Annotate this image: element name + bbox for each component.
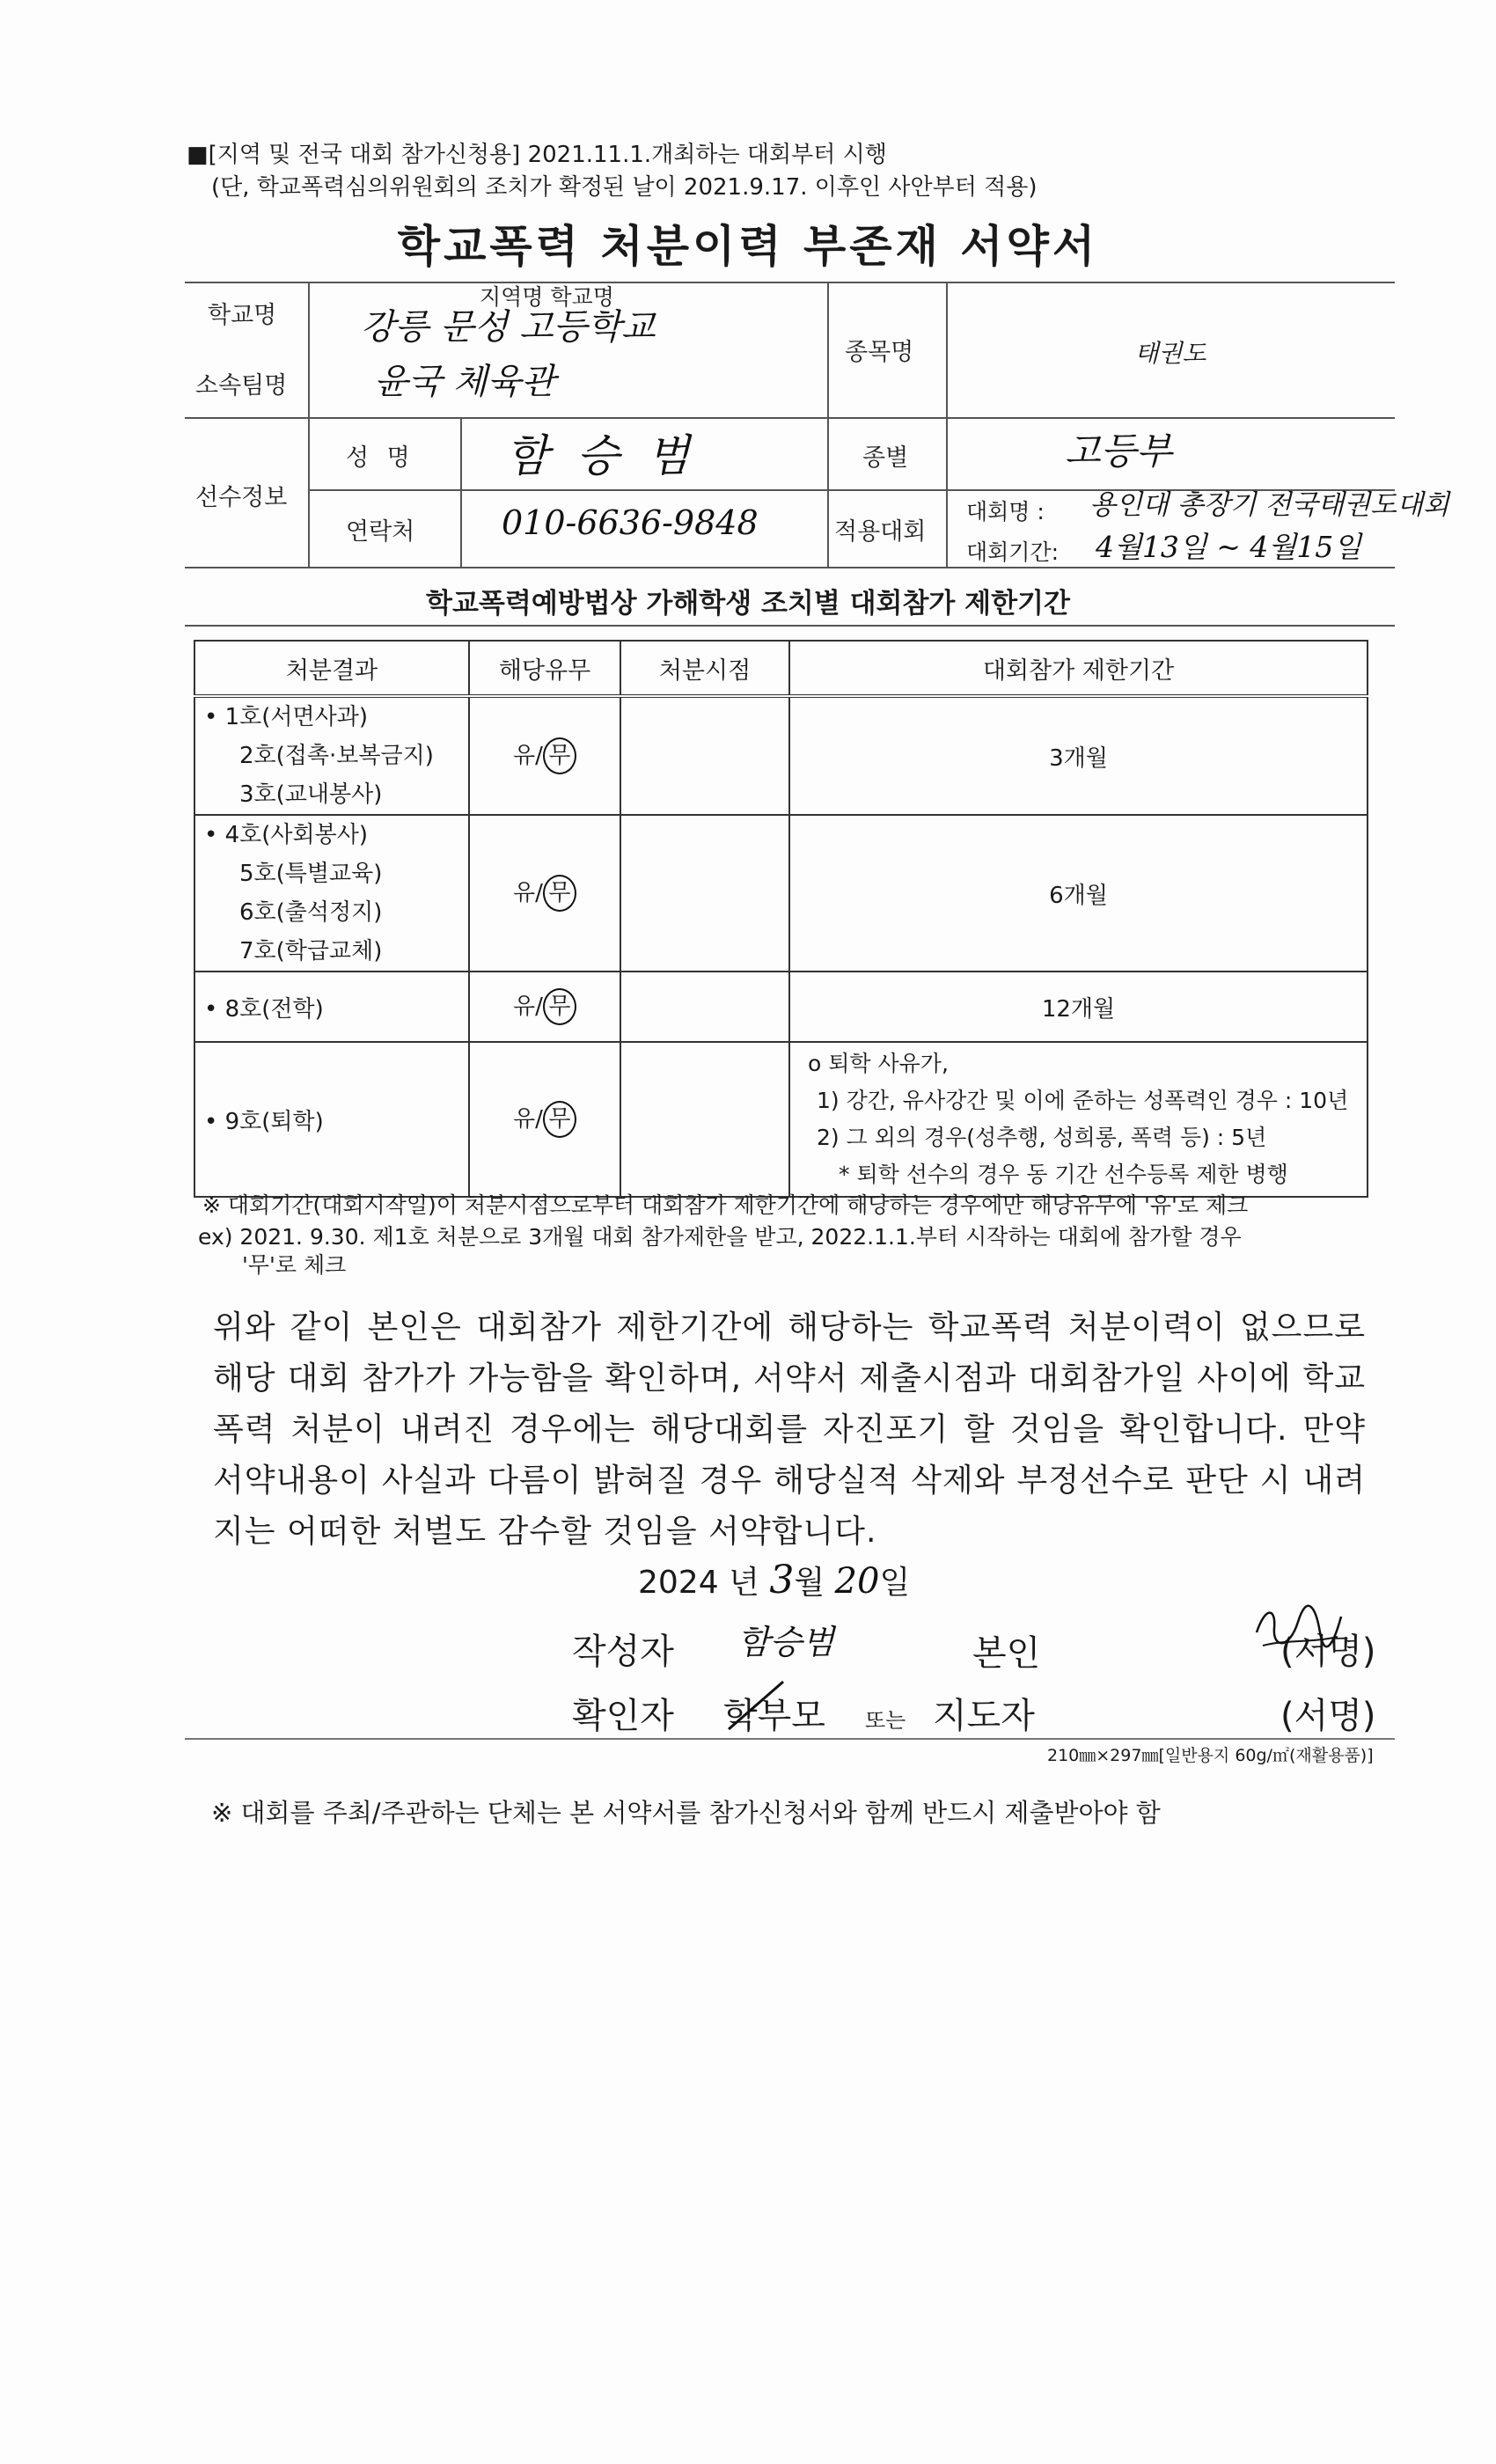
check-no-mark: 무 xyxy=(543,875,576,912)
col-header-date: 처분시점 xyxy=(620,641,789,696)
paper-spec: 210㎜×297㎜[일반용지 60g/㎡(재활용품)] xyxy=(1047,1746,1374,1765)
measure-item: • 1호(서면사과) xyxy=(204,704,369,730)
school-label: 학교명 xyxy=(208,302,277,329)
competition-period-label: 대회기간: xyxy=(966,539,1060,565)
date-month-unit: 월 xyxy=(794,1565,825,1601)
event-value: 태권도 xyxy=(1134,339,1206,368)
date-day-unit: 일 xyxy=(879,1565,911,1601)
table-row xyxy=(194,696,1368,815)
applicable-cell: 유/ 무 xyxy=(469,1042,620,1197)
measure-item: 6호(출석정지) xyxy=(239,899,383,926)
applied-label: 적용대회 xyxy=(834,518,927,546)
period-line: * 퇴학 선수의 경우 동 기간 선수등록 제한 병행 xyxy=(839,1162,1288,1187)
strike-mark xyxy=(722,1676,792,1738)
header-note-2: (단, 학교폭력심의위원회의 조치가 확정된 날이 2021.9.17. 이후인 사안부터 적용) xyxy=(211,174,1038,201)
date-day: 20 xyxy=(834,1561,880,1602)
sign-label-2: (서명) xyxy=(1280,1696,1376,1736)
contact-value: 010-6636-9848 xyxy=(502,503,759,542)
col-header-measure: 처분결과 xyxy=(194,641,469,696)
applicable-cell: 유/ 무 xyxy=(469,696,620,815)
date-month: 3 xyxy=(769,1558,795,1602)
team-value: 윤국 체육관 xyxy=(374,362,555,402)
name-value: 함 승 범 xyxy=(506,430,697,481)
gender-label: 종별 xyxy=(862,444,909,472)
measure-item: • 8호(전학) xyxy=(204,995,324,1023)
period-line: o 퇴학 사유가, xyxy=(808,1051,949,1076)
table-row xyxy=(194,1042,1368,1197)
check-no-mark: 무 xyxy=(543,737,576,774)
date-cell xyxy=(620,696,789,815)
date-year-unit: 년 xyxy=(729,1565,759,1601)
coach-label: 지도자 xyxy=(933,1696,1035,1736)
event-label: 종목명 xyxy=(845,339,914,366)
period-cell xyxy=(789,1042,1368,1197)
period-line: 2) 그 외의 경우(성추행, 성희롱, 폭력 등) : 5년 xyxy=(817,1125,1267,1150)
confirmer-label: 확인자 xyxy=(572,1696,674,1736)
parent-label: 학부모 xyxy=(723,1696,825,1736)
author-label: 작성자 xyxy=(572,1632,674,1672)
pledge-date xyxy=(638,1558,910,1602)
player-info-label: 선수정보 xyxy=(195,484,288,511)
period-line: 1) 강간, 유사강간 및 이에 준하는 성폭력인 경우 : 10년 xyxy=(817,1088,1349,1113)
name-label: 성 명 xyxy=(346,444,415,472)
date-cell xyxy=(620,815,789,972)
competition-period-value: 4월13일 ~ 4월15일 xyxy=(1096,530,1362,564)
period-cell: 3개월 xyxy=(789,696,1368,815)
measure-item: 2호(접촉·보복금지) xyxy=(239,743,434,769)
author-value: 함승범 xyxy=(737,1623,835,1661)
period-cell: 12개월 xyxy=(789,972,1368,1042)
footnote-1: ※ 대회기간(대회시작일)이 처분시점으로부터 대회참가 제한기간에 해당하는 경우에만 해당유무에 '유'로 체크 xyxy=(202,1192,1249,1218)
school-hint: 지역명 학교명 xyxy=(480,284,614,310)
table-row xyxy=(194,972,1368,1042)
signature-mark xyxy=(1250,1597,1346,1663)
document-title: 학교폭력 처분이력 부존재 서약서 xyxy=(397,221,1099,272)
check-no-mark: 무 xyxy=(543,988,576,1025)
restriction-heading: 학교폭력예방법상 가해학생 조치별 대회참가 제한기간 xyxy=(426,588,1070,620)
measure-item: 5호(특별교육) xyxy=(239,861,383,887)
col-header-applicable: 해당유무 xyxy=(469,641,620,696)
period-cell: 6개월 xyxy=(789,815,1368,972)
school-value: 강릉 문성 고등학교 xyxy=(361,307,656,348)
self-label: 본인 xyxy=(972,1633,1041,1674)
measure-item: 3호(교내봉사) xyxy=(239,781,383,808)
date-year: 2024 xyxy=(638,1565,719,1601)
date-cell xyxy=(620,1042,789,1197)
competition-name-value: 용인대 총장기 전국태권도대회 xyxy=(1089,489,1450,521)
sign-label-1: (서명) xyxy=(1280,1632,1376,1672)
applicable-cell: 유/ 무 xyxy=(469,972,620,1042)
header-note-1: ■[지역 및 전국 대회 참가신청용] 2021.11.1.개최하는 대회부터 시행 xyxy=(187,142,887,168)
col-header-period: 대회참가 제한기간 xyxy=(789,641,1368,696)
measure-item: • 9호(퇴학) xyxy=(204,1108,324,1135)
team-label: 소속팀명 xyxy=(195,372,288,400)
applicable-cell: 유/ 무 xyxy=(469,815,620,972)
footnote-3: '무'로 체크 xyxy=(242,1252,347,1278)
date-cell xyxy=(620,972,789,1042)
restriction-table xyxy=(194,640,1368,1198)
bottom-note: ※ 대회를 주최/주관하는 단체는 본 서약서를 참가신청서와 함께 반드시 제출받아야 함 xyxy=(211,1798,1161,1828)
footnote-2: ex) 2021. 9.30. 제1호 처분으로 3개월 대회 참가제한을 받고, 2022.1.1.부터 시작하는 대회에 참가할 경우 xyxy=(198,1224,1242,1250)
or-label: 또는 xyxy=(865,1708,906,1733)
table-row xyxy=(194,815,1368,972)
gender-value: 고등부 xyxy=(1065,429,1172,473)
measure-item: • 4호(사회봉사) xyxy=(204,822,369,848)
check-no-mark: 무 xyxy=(543,1101,576,1138)
measure-item: 7호(학급교체) xyxy=(239,938,383,964)
pledge-text: 위와 같이 본인은 대회참가 제한기간에 해당하는 학교폭력 처분이력이 없으므로 해당 대회 참가가 가능함을 확인하며, 서약서 제출시점과 대회참가일 사이에 학교폭력 처분이 내려진 경우에는 해당대회를 자진포기 할 것임을 확인합니다. 만약 서약내용이 사실과 다름이 밝혀질 경우 해당실적 삭제와 부정선수로 판단 시 내려지는 어떠한 처벌도 감수할 것임을 서약합니다. xyxy=(213,1309,1366,1550)
contact-label: 연락처 xyxy=(346,518,415,546)
competition-name-label: 대회명 : xyxy=(966,499,1045,524)
